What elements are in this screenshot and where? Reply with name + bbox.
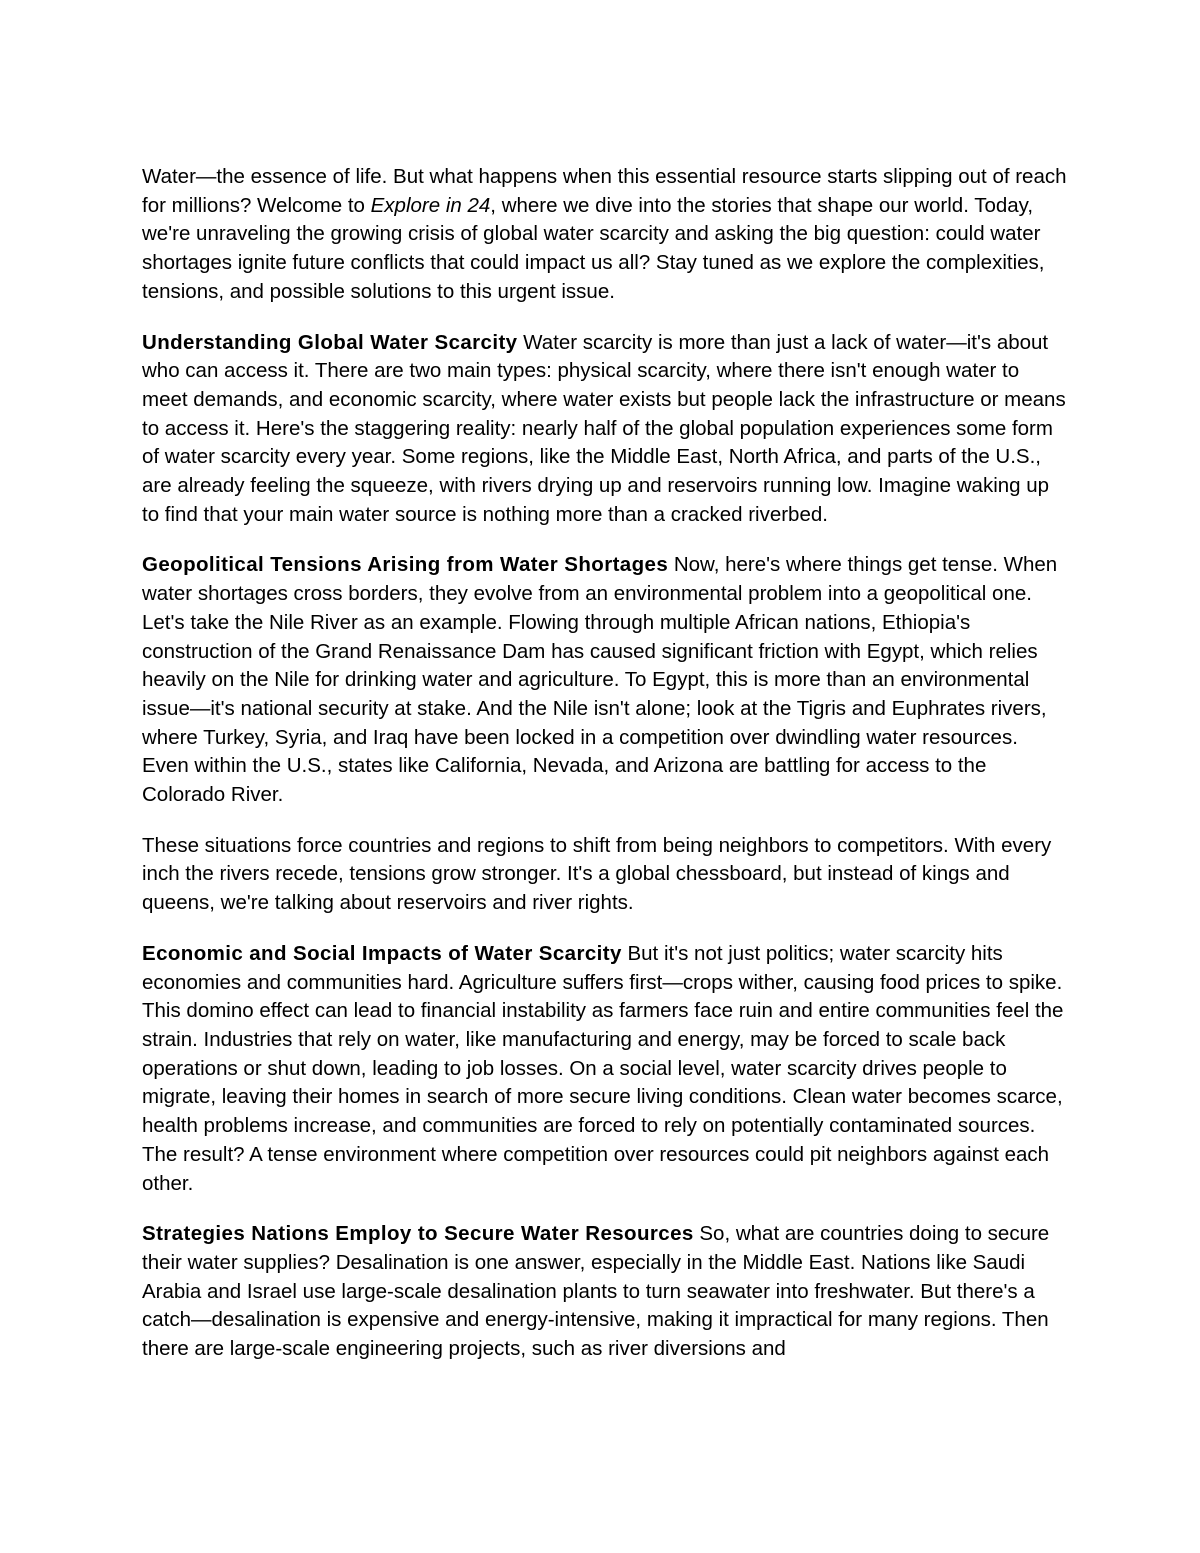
intro-paragraph	[142, 163, 1067, 307]
document-body	[142, 163, 1067, 1386]
intro-text-after-title: , where we dive into the stories that shape our world. Today, we're unraveling the growing crisis of global water scarcity and asking the big question: could water shortages ignite future conflicts that could impact us all? Stay tuned as we explore the complexities, tensions, and possible solutions to this urgent issue.	[142, 193, 1045, 303]
section-body: But it's not just politics; water scarcity hits economies and communities hard. Agriculture suffers first—crops wither, causing food prices to spike. This domino effect can lead to financial instability as farmers face ruin and entire communities feel the strain. Industries that rely on water, like manufacturing and energy, may be forced to scale back operations or shut down, leading to job losses. On a social level, water scarcity drives people to migrate, leaving their homes in search of more secure living conditions. Clean water becomes scarce, health problems increase, and communities are forced to rely on potentially contaminated sources. The result? A tense environment where competition over resources could pit neighbors against each other.	[142, 941, 1064, 1195]
show-title: Explore in 24	[370, 193, 491, 217]
section-understanding-scarcity	[142, 329, 1067, 530]
section-body: So, what are countries doing to secure their water supplies? Desalination is one answer, especially in the Middle East. Nations like Saudi Arabia and Israel use large-scale desalination plants to turn seawater into freshwater. But there's a catch—desalination is expensive and energy-intensive, making it impractical for many regions. Then there are large-scale engineering projects, such as river diversions and	[142, 1222, 1050, 1361]
section-heading: Geopolitical Tensions Arising from Water Shortages	[142, 553, 669, 577]
section-strategies	[142, 1220, 1067, 1364]
intro-text-before-title: Water—the essence of life. But what happens when this essential resource starts slipping out of reach for millions? Welcome to	[142, 165, 1067, 217]
section-economic-social-impacts	[142, 940, 1067, 1198]
section-heading: Understanding Global Water Scarcity	[142, 330, 518, 354]
section-body: Water scarcity is more than just a lack of water—it's about who can access it. There are two main types: physical scarcity, where there isn't enough water to meet demands, and economic scarcity, where water exists but people lack the infrastructure or means to access it. Here's the staggering reality: nearly half of the global population experiences some form of water scarcity every year. Some regions, like the Middle East, North Africa, and parts of the U.S., are already feeling the squeeze, with rivers drying up and reservoirs running low. Imagine waking up to find that your main water source is nothing more than a cracked riverbed.	[142, 330, 1066, 526]
section-neighbors-to-competitors	[142, 832, 1067, 918]
section-geopolitical-tensions	[142, 551, 1067, 809]
section-body: Now, here's where things get tense. When water shortages cross borders, they evolve from an environmental problem into a geopolitical one. Let's take the Nile River as an example. Flowing through multiple African nations, Ethiopia's construction of the Grand Renaissance Dam has caused significant friction with Egypt, which relies heavily on the Nile for drinking water and agriculture. To Egypt, this is more than an environmental issue—it's national security at stake. And the Nile isn't alone; look at the Tigris and Euphrates rivers, where Turkey, Syria, and Iraq have been locked in a competition over dwindling water resources. Even within the U.S., states like California, Nevada, and Arizona are battling for access to the Colorado River.	[142, 553, 1058, 807]
section-heading: Strategies Nations Employ to Secure Water Resources	[142, 1222, 694, 1246]
section-heading: Economic and Social Impacts of Water Scarcity	[142, 941, 622, 965]
section-body: These situations force countries and regions to shift from being neighbors to competitors. With every inch the rivers recede, tensions grow stronger. It's a global chessboard, but instead of kings and queens, we're talking about reservoirs and river rights.	[142, 833, 1052, 915]
